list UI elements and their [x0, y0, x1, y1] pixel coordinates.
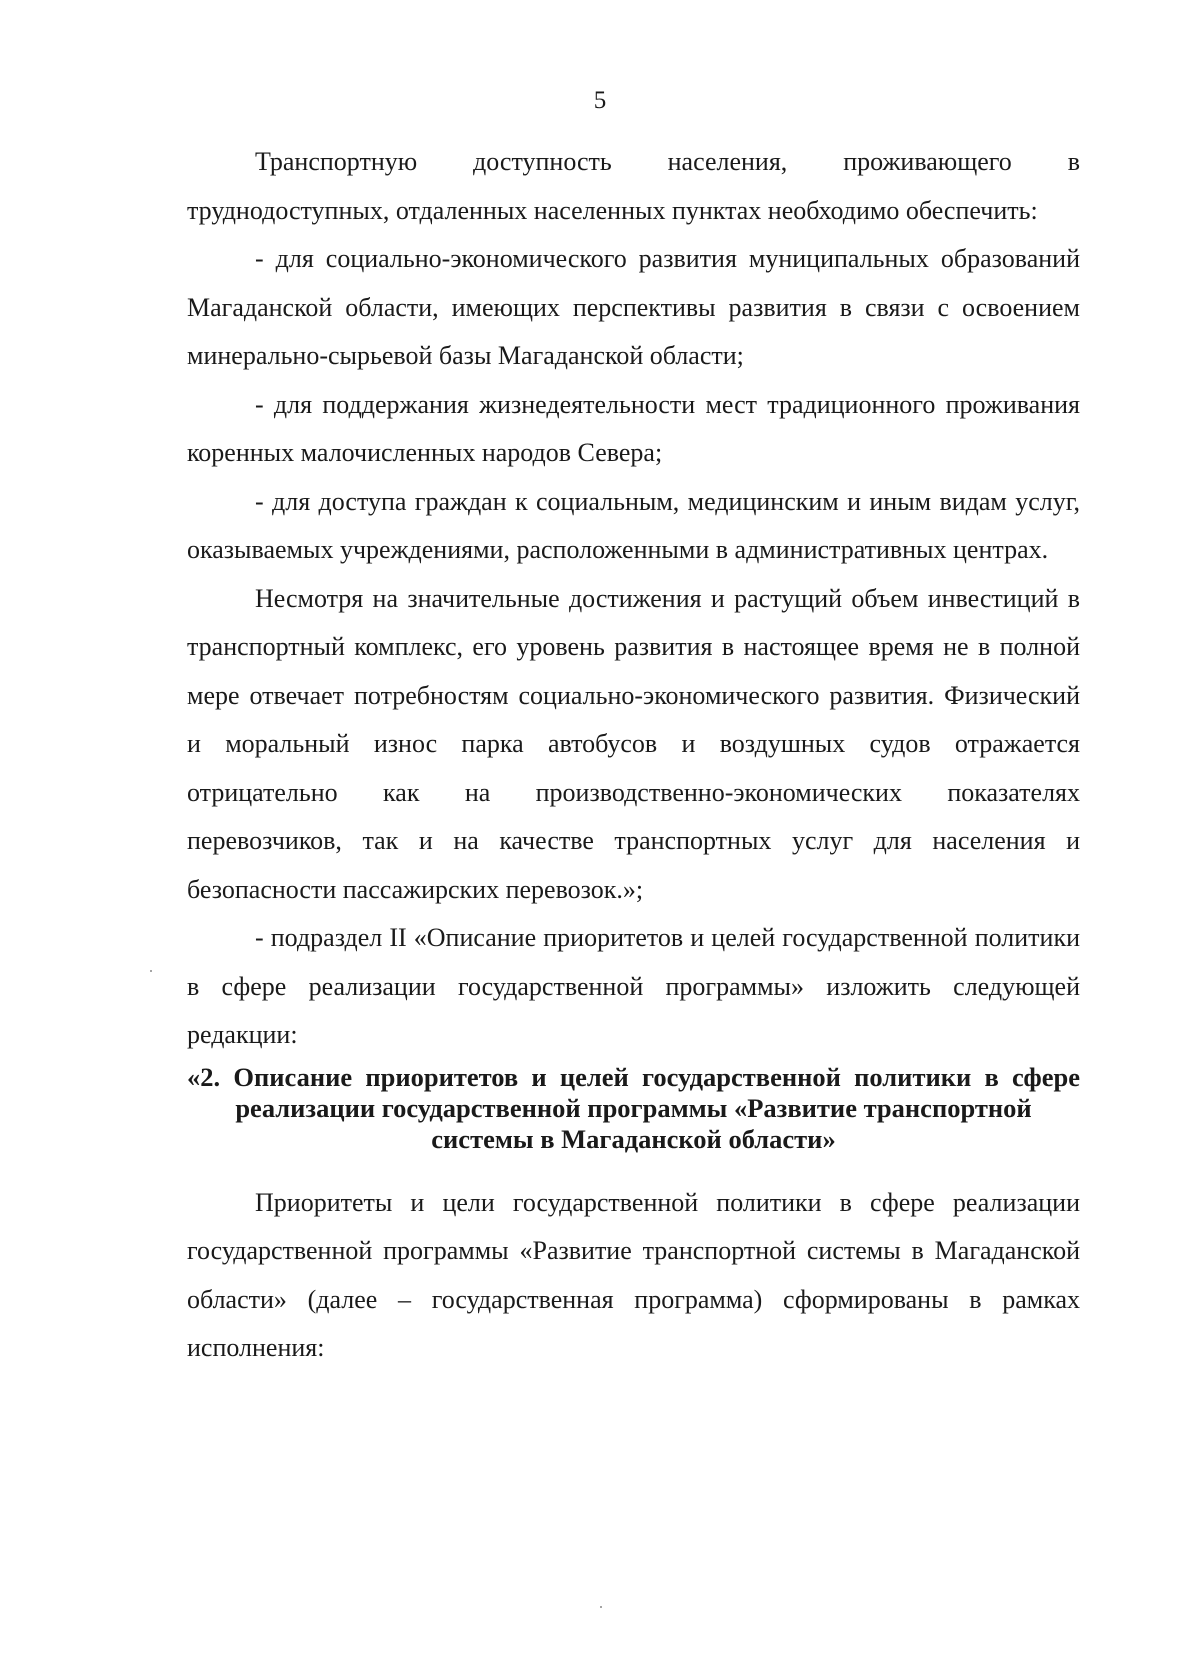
section-heading-line-3: системы в Магаданской области» [431, 1123, 836, 1154]
paragraph-indigenous: - для поддержания жизнедеятельности мест традиционного проживания коренных малочисленных народов Севера; [187, 389, 1080, 467]
paragraph-transport-access: Транспортную доступность населения, проживающего в труднодоступных, отдаленных населенных пунктах необходимо обеспечить: [187, 147, 1080, 225]
section-heading-line-1: «2. Описание приоритетов и целей государственной политики в сфере [187, 1061, 1080, 1092]
scan-speck [150, 970, 152, 972]
section-heading-line-2: реализации государственной программы «Развитие транспортной [235, 1092, 1032, 1123]
document-body [187, 138, 1080, 1373]
paragraph-subsection: - подраздел II «Описание приоритетов и целей государственной политики в сфере реализации государственной программы» изложить следующей редакции: [187, 923, 1080, 1049]
paragraph-priorities: Приоритеты и цели государственной политики в сфере реализации государственной программы «Развитие транспортной системы в Магаданской области» (далее – государственная программа) сформированы в рамках исполнения: [187, 1187, 1080, 1362]
page-number: 5 [593, 87, 607, 114]
scan-speck [600, 1606, 602, 1608]
paragraph-socio-economic: - для социально-экономического развития муниципальных образований Магаданской области, имеющих перспективы развития в связи с освоением минерально-сырьевой базы Магаданской области; [187, 244, 1080, 370]
section-heading [187, 1060, 1080, 1179]
paragraph-despite: Несмотря на значительные достижения и растущий объем инвестиций в транспортный комплекс, его уровень развития в настоящее время не в полной мере отвечает потребностям социально-экономического развития. Физический и моральный износ парка автобусов и воздушных судов отражается отрицательно как на производственно-экономических показателях перевозчиков, так и на качестве транспортных услуг для населения и безопасности пассажирских перевозок.»; [187, 583, 1080, 904]
paragraph-services-access: - для доступа граждан к социальным, медицинским и иным видам услуг, оказываемых учреждениями, расположенными в административных центрах. [187, 486, 1080, 564]
